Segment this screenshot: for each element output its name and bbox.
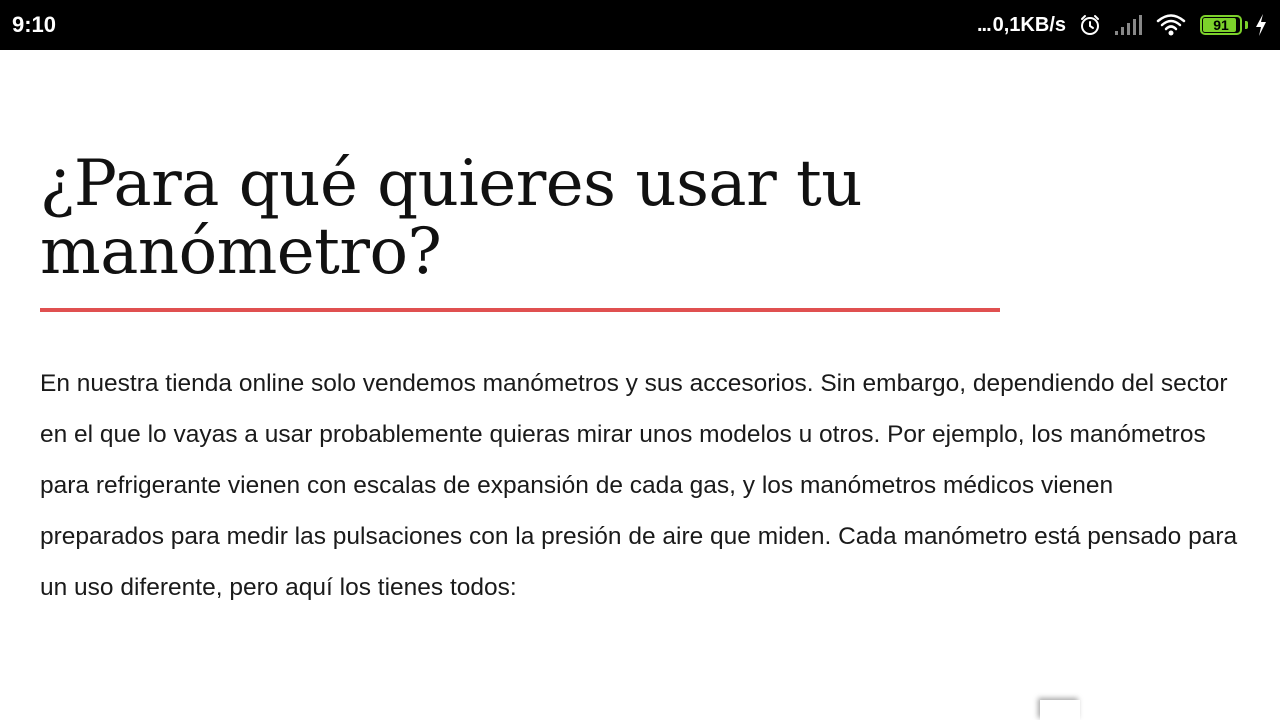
status-indicators bbox=[977, 10, 1268, 40]
page-title: ¿Para qué quieres usar tu manómetro? bbox=[40, 147, 862, 289]
alarm-clock-icon bbox=[1078, 13, 1102, 37]
status-bar bbox=[0, 0, 1280, 50]
battery-indicator bbox=[1200, 15, 1244, 35]
status-time: 9:10 bbox=[12, 12, 57, 37]
notification-dots: ... bbox=[976, 13, 991, 36]
wifi-icon bbox=[1156, 13, 1186, 37]
battery-level: 91 bbox=[1213, 17, 1229, 33]
heading-divider bbox=[40, 308, 1000, 312]
lightning-bolt-icon bbox=[1254, 13, 1268, 37]
cell-signal-icon bbox=[1114, 14, 1144, 36]
article-content bbox=[40, 50, 1250, 613]
network-speed: 0,1KB/s bbox=[992, 13, 1066, 36]
floating-widget[interactable] bbox=[1040, 700, 1080, 720]
battery-tip bbox=[1245, 21, 1248, 29]
intro-paragraph: En nuestra tienda online solo vendemos manómetros y sus accesorios. Sin embargo, dependiendo del sector en el que lo vayas a usar probablemente quieras mirar unos modelos u otros. Por ejemplo, los manómetros para refrigerante vienen con escalas de expansión de cada gas, y los manómetros médicos vienen preparados para medir las pulsaciones con la presión de aire que miden. Cada manómetro está pensado para un uso diferente, pero aquí los tienes todos: bbox=[40, 370, 1238, 601]
